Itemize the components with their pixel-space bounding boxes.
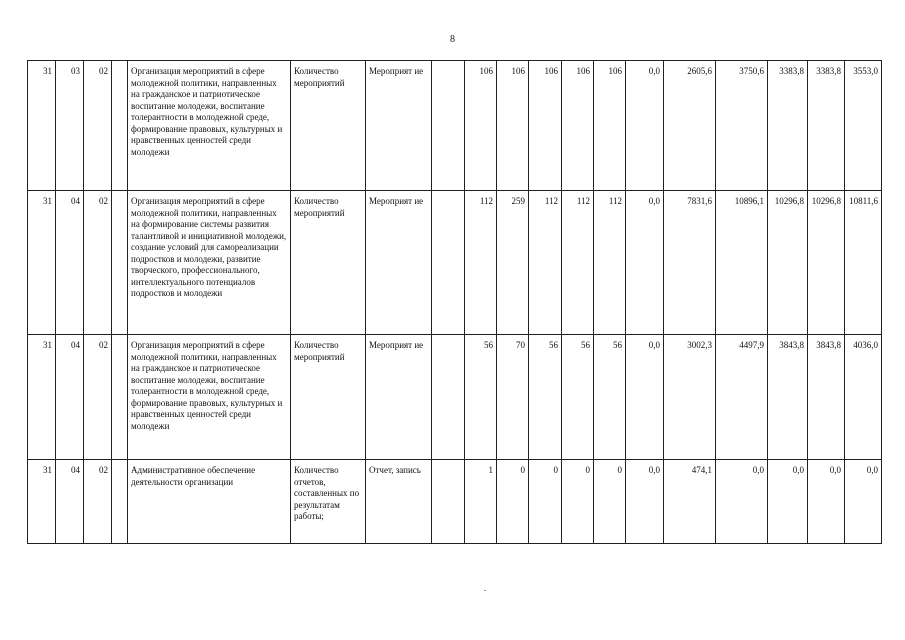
- cell-code-3: 02: [84, 191, 112, 335]
- cell-finance-5: 10296,8: [808, 191, 845, 335]
- cell-value-3: 0: [529, 460, 562, 544]
- cell-value-2: 70: [497, 335, 529, 460]
- cell-finance-1: 0,0: [626, 61, 664, 191]
- cell-code-3: 02: [84, 460, 112, 544]
- table-row: [28, 61, 882, 191]
- cell-value-5: 112: [594, 191, 626, 335]
- cell-indicator: Количество мероприятий: [291, 191, 366, 335]
- cell-code-4: [112, 460, 128, 544]
- table-row: [28, 460, 882, 544]
- cell-code-4: [112, 61, 128, 191]
- cell-finance-5: 0,0: [808, 460, 845, 544]
- cell-value-2: 259: [497, 191, 529, 335]
- cell-code-4: [112, 335, 128, 460]
- cell-code-1: 31: [28, 191, 56, 335]
- cell-value-2: 0: [497, 460, 529, 544]
- cell-finance-2: 474,1: [664, 460, 716, 544]
- cell-finance-6: 3553,0: [845, 61, 882, 191]
- cell-value-3: 112: [529, 191, 562, 335]
- cell-code-3: 02: [84, 61, 112, 191]
- table-row: [28, 335, 882, 460]
- cell-blank: [432, 61, 465, 191]
- cell-value-4: 106: [562, 61, 594, 191]
- cell-unit: Мероприят ие: [366, 191, 432, 335]
- cell-finance-6: 4036,0: [845, 335, 882, 460]
- cell-value-4: 0: [562, 460, 594, 544]
- cell-description: Организация мероприятий в сфере молодежной политики, направленных на гражданское и патриотическое воспитание молодежи, воспитание толерантности в молодежной среде, формирование правовых, культурных и нравственных ценностей среди молодежи: [128, 61, 291, 191]
- cell-finance-1: 0,0: [626, 191, 664, 335]
- cell-finance-5: 3383,8: [808, 61, 845, 191]
- cell-finance-3: 0,0: [716, 460, 768, 544]
- cell-value-4: 112: [562, 191, 594, 335]
- cell-unit: Мероприят ие: [366, 61, 432, 191]
- cell-value-4: 56: [562, 335, 594, 460]
- cell-code-2: 04: [56, 335, 84, 460]
- cell-value-3: 106: [529, 61, 562, 191]
- cell-indicator: Количество мероприятий: [291, 61, 366, 191]
- cell-code-2: 04: [56, 191, 84, 335]
- cell-indicator: Количество отчетов, составленных по результатам работы;: [291, 460, 366, 544]
- cell-blank: [432, 460, 465, 544]
- cell-finance-1: 0,0: [626, 335, 664, 460]
- cell-finance-6: 0,0: [845, 460, 882, 544]
- cell-value-1: 56: [465, 335, 497, 460]
- cell-finance-5: 3843,8: [808, 335, 845, 460]
- cell-code-2: 03: [56, 61, 84, 191]
- cell-value-5: 56: [594, 335, 626, 460]
- program-indicators-table: [27, 60, 882, 544]
- cell-finance-6: 10811,6: [845, 191, 882, 335]
- cell-value-1: 106: [465, 61, 497, 191]
- cell-code-2: 04: [56, 460, 84, 544]
- cell-indicator: Количество мероприятий: [291, 335, 366, 460]
- cell-finance-1: 0,0: [626, 460, 664, 544]
- cell-finance-4: 3843,8: [768, 335, 808, 460]
- cell-code-3: 02: [84, 335, 112, 460]
- page-number: 8: [450, 34, 455, 45]
- cell-finance-3: 3750,6: [716, 61, 768, 191]
- cell-blank: [432, 335, 465, 460]
- cell-finance-3: 10896,1: [716, 191, 768, 335]
- cell-code-4: [112, 191, 128, 335]
- cell-value-3: 56: [529, 335, 562, 460]
- cell-description: Организация мероприятий в сфере молодежной политики, направленных на формирование системы развития талантливой и инициативной молодежи, создание условий для самореализации подростков и молодежи, развитие творческого, профессионального, интеллектуального потенциалов подростков и молодежи: [128, 191, 291, 335]
- cell-value-2: 106: [497, 61, 529, 191]
- cell-finance-3: 4497,9: [716, 335, 768, 460]
- cell-unit: Отчет, запись: [366, 460, 432, 544]
- cell-finance-4: 10296,8: [768, 191, 808, 335]
- table-row: [28, 191, 882, 335]
- cell-blank: [432, 191, 465, 335]
- cell-unit: Мероприят ие: [366, 335, 432, 460]
- cell-code-1: 31: [28, 460, 56, 544]
- cell-code-1: 31: [28, 61, 56, 191]
- cell-code-1: 31: [28, 335, 56, 460]
- cell-description: Организация мероприятий в сфере молодежной политики, направленных на гражданское и патриотическое воспитание молодежи, воспитание толерантности в молодежной среде, формирование правовых, культурных и нравственных ценностей среди молодежи: [128, 335, 291, 460]
- cell-finance-2: 3002,3: [664, 335, 716, 460]
- cell-finance-2: 2605,6: [664, 61, 716, 191]
- cell-value-5: 106: [594, 61, 626, 191]
- cell-finance-2: 7831,6: [664, 191, 716, 335]
- scan-speck: [484, 590, 486, 591]
- cell-value-5: 0: [594, 460, 626, 544]
- cell-value-1: 1: [465, 460, 497, 544]
- cell-value-1: 112: [465, 191, 497, 335]
- cell-finance-4: 3383,8: [768, 61, 808, 191]
- cell-description: Административное обеспечение деятельности организации: [128, 460, 291, 544]
- cell-finance-4: 0,0: [768, 460, 808, 544]
